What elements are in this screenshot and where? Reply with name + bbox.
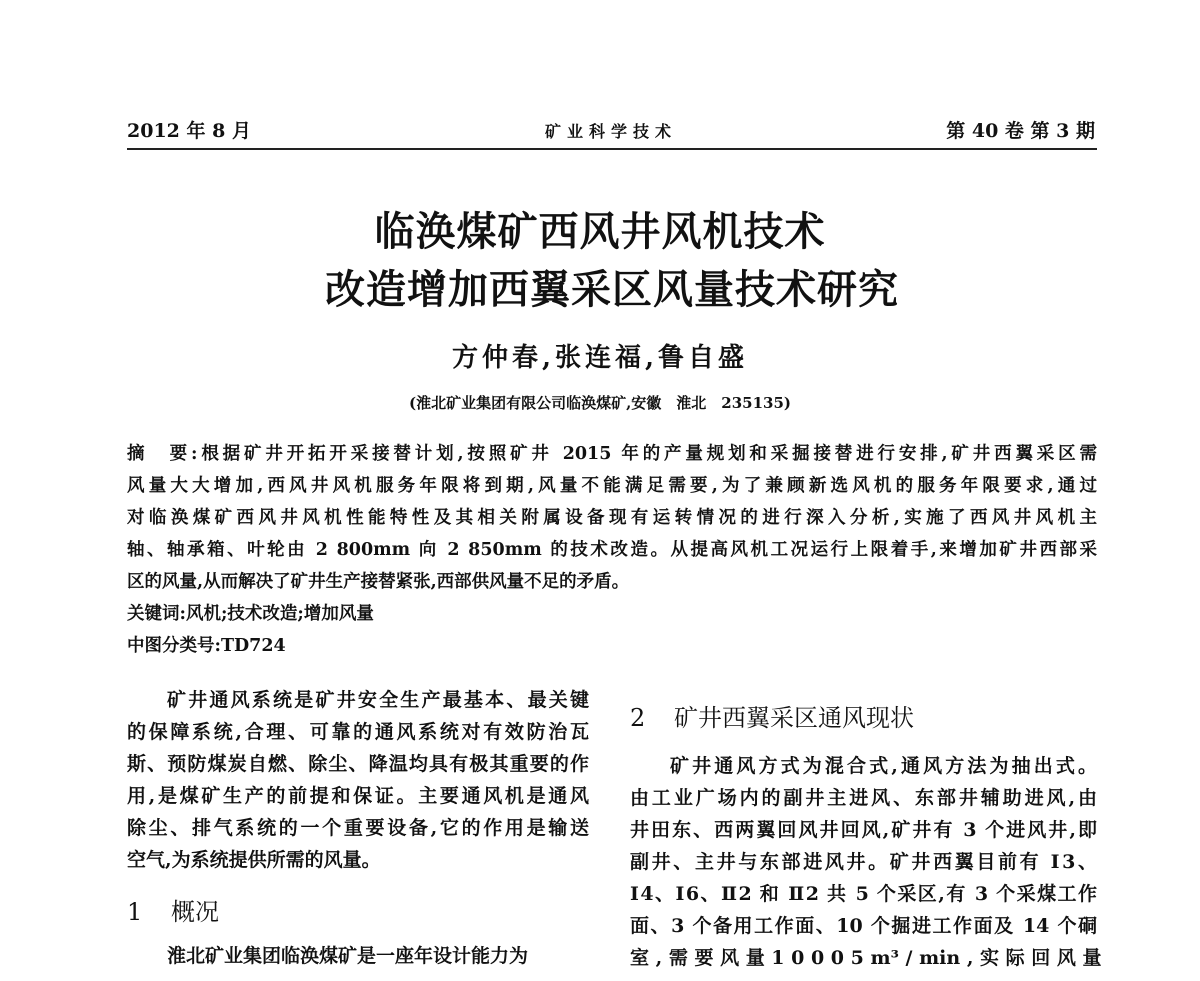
section-title: 矿井西翼采区通风现状 [674,704,914,732]
section-number: 2 [630,704,646,732]
body-line: 淮北矿业集团临涣煤矿是一座年设计能力为 [167,945,529,967]
right-column [630,684,1102,974]
header-issue: 第 40 卷 第 3 期 [946,120,1095,142]
body-line: 面、3 个备用工作面、10 个掘进工作面及 14 个硐 [630,915,1097,937]
running-header [127,116,1095,146]
classification-line [127,630,1097,662]
body-line: 矿井通风方式为混合式,通风方法为抽出式。 [670,755,1097,777]
abstract-label: 摘 要: [127,444,198,464]
abstract-block [127,438,1097,662]
section-title: 概况 [171,898,219,926]
keywords-label: 关键词: [127,604,186,624]
abstract-text: 根据矿井开拓开采接替计划,按照矿井 2015 年的产量规划和采掘接替进行安排,矿井西翼采区需 [197,444,1097,464]
section-number: 1 [127,898,143,926]
paper-title-line-1: 临涣煤矿西风井风机技术 [374,208,826,255]
abstract-line: 轴、轴承箱、叶轮由 2 800mm 向 2 850mm 的技术改造。从提高风机工况运行上限着手,来增加矿井西部采 [127,540,1097,560]
left-column [127,684,589,972]
keywords-value: 风机;技术改造;增加风量 [185,604,374,624]
body-line: 副井、主井与东部进风井。矿井西翼目前有 Ⅰ3、 [630,851,1097,873]
keywords-line [127,598,1097,630]
body-line: 除尘、排气系统的一个重要设备,它的作用是输送 [127,817,589,839]
body-line: 空气,为系统提供所需的风量。 [127,849,381,871]
body-line: Ⅰ4、Ⅰ6、Ⅱ2 和 Ⅱ2 共 5 个采区,有 3 个采煤工作 [630,883,1097,905]
body-line: 井田东、西两翼回风井回风,矿井有 3 个进风井,即 [630,819,1097,841]
abstract-line: 区的风量,从而解决了矿井生产接替紧张,西部供风量不足的矛盾。 [127,572,630,592]
abstract-line: 对临涣煤矿西风井风机性能特性及其相关附属设备现有运转情况的进行深入分析,实施了西风井风机主 [127,508,1097,528]
header-journal: 矿业科学技术 [544,122,677,141]
body-line: 室 , 需 要 风 量 1 0 0 0 5 m³ / min , 实 际 回 风 量 [630,947,1102,969]
section-heading-2 [630,690,1097,746]
header-date: 2012 年 8 月 [127,120,251,142]
paper-title-line-2: 改造增加西翼采区风量技术研究 [325,266,899,313]
body-line: 斯、预防煤炭自燃、除尘、降温均具有极其重要的作 [127,753,589,775]
abstract-line [127,438,1097,470]
classification-label: 中图分类号: [127,636,221,656]
body-line: 的保障系统,合理、可靠的通风系统对有效防治瓦 [127,721,589,743]
body-line: 用,是煤矿生产的前提和保证。主要通风机是通风 [127,785,589,807]
header-rule [127,148,1097,150]
abstract-line: 风量大大增加,西风井风机服务年限将到期,风量不能满足需要,为了兼顾新选风机的服务年限要求,通过 [127,476,1097,496]
affiliation: (淮北矿业集团有限公司临涣煤矿,安徽 淮北 235135) [408,394,792,412]
classification-value: TD724 [220,636,286,656]
body-line: 矿井通风系统是矿井安全生产最基本、最关键 [167,689,589,711]
author-list: 方仲春,张连福,鲁自盛 [451,343,749,373]
body-line: 由工业广场内的副井主进风、东部井辅助进风,由 [630,787,1097,809]
section-heading-1 [127,884,589,940]
